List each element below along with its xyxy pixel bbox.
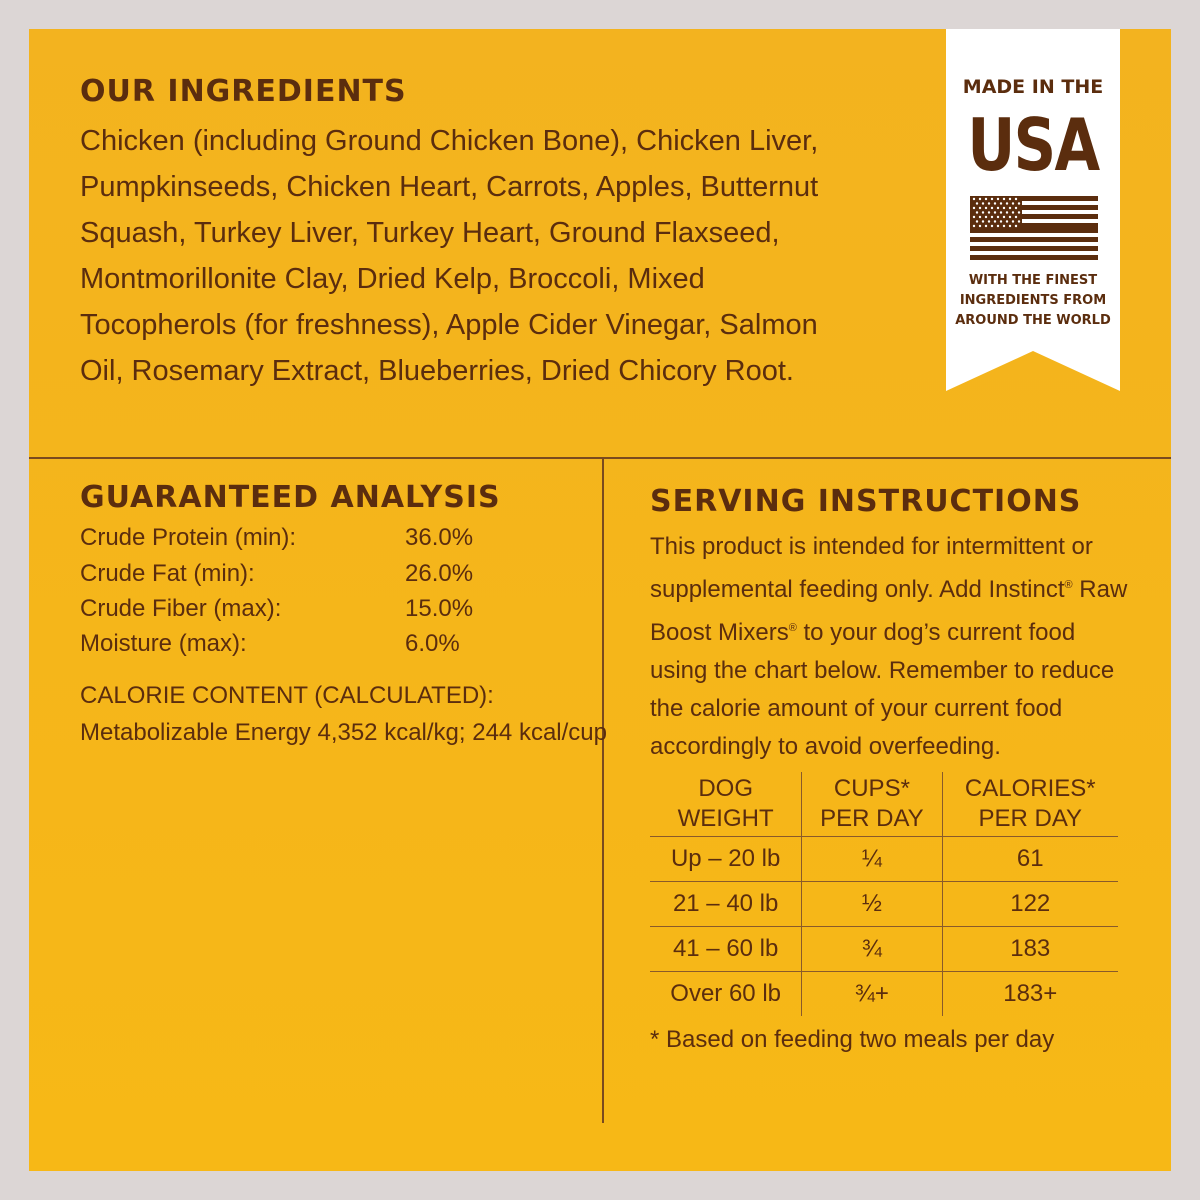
table-cell: 183 (942, 927, 1118, 972)
table-cell: Up – 20 lb (650, 837, 802, 882)
table-cell: ½ (802, 882, 942, 927)
registered-mark: ® (1064, 579, 1073, 591)
analysis-value: 6.0% (405, 630, 460, 657)
registered-mark: ® (788, 622, 797, 634)
serving-text-part3: to your dog’s current food using the chart below. Remember to reduce the calorie amount of your current food accordingly to avoid overfeeding. (650, 619, 1115, 760)
table-cell: ¼ (802, 837, 942, 882)
analysis-value: 36.0% (405, 524, 474, 551)
ingredients-text: Chicken (including Ground Chicken Bone), Chicken Liver, Pumpkinseeds, Chicken Heart, Carrots, Apples, Butternut Squash, Turkey Liver, Turkey Heart, Ground Flaxseed, Montmorillonite Clay, Dried Kelp, Broccoli, Mixed Tocopherols (for freshness), Apple Cider Vinegar, Salmon Oil, Rosemary Extract, Blueberries, Dried Chicory Root. (80, 125, 819, 387)
serving-text (650, 528, 1130, 766)
ingredients-heading: OUR INGREDIENTS (80, 74, 407, 109)
serving-text-part2: Raw Boost Mixers (650, 576, 1128, 646)
table-cell: 122 (942, 882, 1118, 927)
table-cell: ¾+ (802, 972, 942, 1017)
column-header-dog-weight: DOG WEIGHT (650, 772, 802, 837)
badge-finest: WITH THE FINEST (968, 273, 1098, 288)
serving-footnote: * Based on feeding two meals per day (650, 1026, 1055, 1053)
analysis-label: Crude Protein (min): (80, 524, 297, 551)
analysis-value: 15.0% (405, 595, 474, 622)
table-row (650, 972, 1118, 1017)
serving-heading: SERVING INSTRUCTIONS (650, 484, 1082, 519)
analysis-heading: GUARANTEED ANALYSIS (80, 480, 501, 515)
analysis-label: Moisture (max): (80, 630, 247, 657)
calorie-heading: CALORIE CONTENT (CALCULATED): (80, 682, 494, 709)
column-header-cups-per-day: CUPS* PER DAY (802, 772, 942, 837)
column-header-calories-per-day: CALORIES* PER DAY (942, 772, 1118, 837)
table-row (650, 837, 1118, 882)
table-row (650, 927, 1118, 972)
table-row (650, 882, 1118, 927)
table-cell: 183+ (942, 972, 1118, 1017)
serving-table (650, 772, 1118, 1016)
analysis-label: Crude Fat (min): (80, 560, 255, 587)
badge-usa: USA (967, 103, 1099, 187)
badge-ingredients-from: INGREDIENTS FROM (959, 293, 1107, 308)
badge-made-in: MADE IN THE (962, 76, 1104, 98)
analysis-label: Crude Fiber (max): (80, 595, 282, 622)
calorie-text: Metabolizable Energy 4,352 kcal/kg; 244 kcal/cup (80, 719, 607, 746)
us-flag-icon (970, 196, 1098, 260)
analysis-value: 26.0% (405, 560, 474, 587)
table-cell: 61 (942, 837, 1118, 882)
table-cell: 21 – 40 lb (650, 882, 802, 927)
vertical-divider (602, 457, 604, 1123)
table-cell: 41 – 60 lb (650, 927, 802, 972)
horizontal-divider (29, 457, 1171, 459)
table-cell: ¾ (802, 927, 942, 972)
badge-around-world: AROUND THE WORLD (955, 313, 1111, 328)
table-header-row (650, 772, 1118, 837)
table-cell: Over 60 lb (670, 980, 781, 1007)
serving-text-part1: This product is intended for intermittent or supplemental feeding only. Add Instinct (650, 533, 1093, 603)
